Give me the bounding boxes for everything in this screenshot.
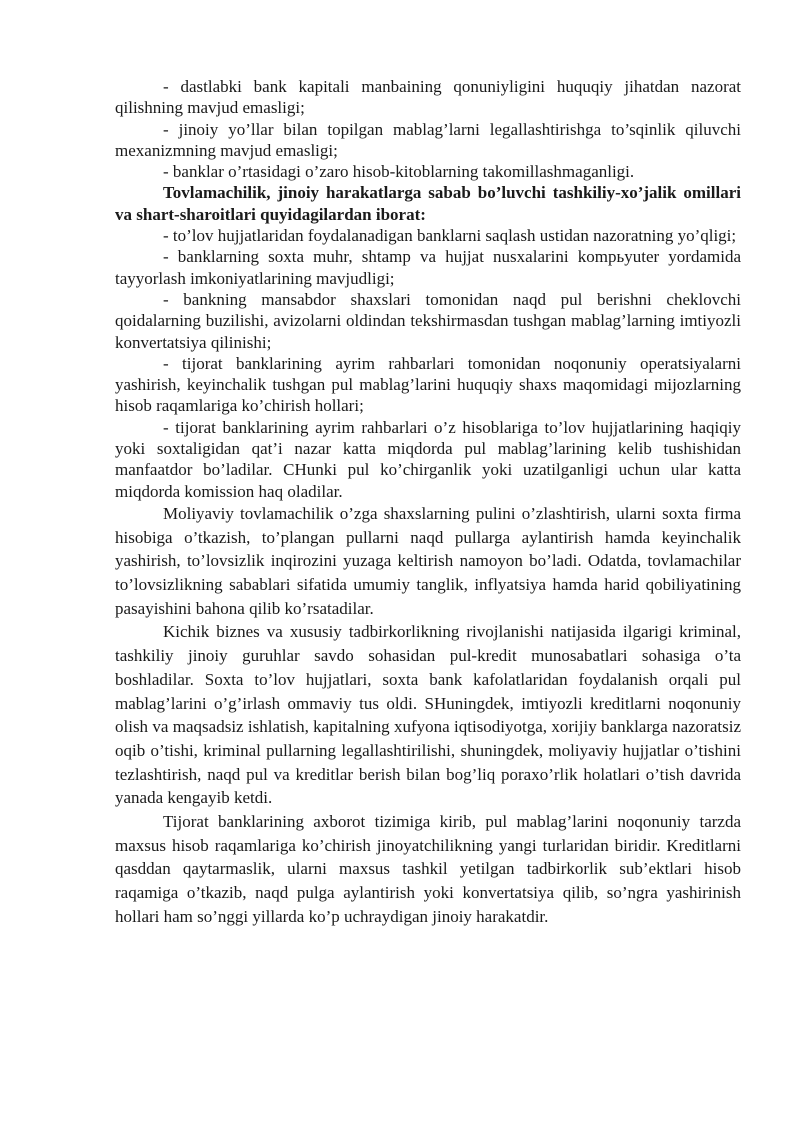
list-section — [115, 76, 741, 502]
body-paragraph: Kichik biznes va xususiy tadbirkorlikning rivojlanishi natijasida ilgarigi kriminal, tashkiliy jinoiy guruhlar savdo sohasidan pul-kredit munosabatlari sohasiga o’ta boshladilar. Soxta to’lov hujjatlari, soxta bank kafolatlaridan foydalanish orqali pul mablag’larini o’g’irlash ommaviy tus oldi. SHuningdek, imtiyozli kreditlarni noqonuniy olish va maqsadsiz ishlatish, kapitalning xufyona iqtisodiyotga, xorijiy banklarga nazoratsiz oqib o’tishi, kriminal pullarning legallashtirilishi, shuningdek, moliyaviy hujjatlar o’tishini tezlashtirish, naqd pul va kreditlar berish bilan bog’liq poraxo’rlik holatlari o’tish davrida yanada kengayib ketdi. — [115, 622, 741, 808]
body-paragraph: Tijorat banklarining axborot tizimiga kirib, pul mablag’larini noqonuniy tarzda maxsus hisob raqamlariga ko’chirish jinoyatchilikning yangi turlaridan biridir. Kreditlarni qasddan qaytarmaslik, ularni maxsus tashkil yetilgan tadbirkorlik sub’ektlari hisob raqamiga o’tkazib, naqd pulga aylantirish yoki konvertatsiya qilib, so’ngra yashirinish hollari ham so’nggi yillarda ko’p uchraydigan jinoiy harakatdir. — [115, 812, 741, 926]
document-page — [115, 76, 741, 929]
list-item: - dastlabki bank kapitali manbaining qonuniyligini huquqiy jihatdan nazorat qilishning mavjud emasligi; — [115, 77, 741, 118]
list-item: - banklar o’rtasidagi o’zaro hisob-kitoblarning takomillashmaganligi. — [163, 162, 635, 182]
list-item: - tijorat banklarining ayrim rahbarlari tomonidan noqonuniy operatsiyalarni yashirish, keyinchalik tushgan pul mablag’larini huquqiy shaxs maqomidagi mijozlarning hisob raqamlariga ko’chirish hollari; — [115, 353, 741, 416]
list-item: - jinoiy yo’llar bilan topilgan mablag’larni legallashtirishga to’sqinlik qiluvchi mexanizmning mavjud emasligi; — [115, 119, 741, 160]
section-heading: Tovlamachilik, jinoiy harakatlarga sabab bo’luvchi tashkiliy-xo’jalik omillari va shart-sharoitlari quyidagilardan iborat: — [115, 183, 741, 224]
list-item: - to’lov hujjatlaridan foydalanadigan banklarni saqlash ustidan nazoratning yo’qligi; — [163, 226, 737, 246]
list-item: - banklarning soxta muhr, shtamp va hujjat nusxalarini kompьyuter yordamida tayyorlash imkoniyatlarining mavjudligi; — [115, 247, 741, 288]
body-paragraph: Moliyaviy tovlamachilik o’zga shaxslarning pulini o’zlashtirish, ularni soxta firma hisobiga o’tkazish, to’plangan pullarni naqd pullarga aylantirish hamda keyinchalik yashirish, to’lovsizlik inqirozini yuzaga keltirish namoyon bo’ladi. Odatda, tovlamachilar to’lovsizlikning sabablari sifatida umumiy tanglik, inflyatsiya hamda harid qobiliyatining pasayishini bahona qilib ko’rsatadilar. — [115, 503, 741, 618]
body-section — [115, 502, 741, 929]
list-item: - tijorat banklarining ayrim rahbarlari o’z hisoblariga to’lov hujjatlarining haqiqiy yoki soxtaligidan qat’i nazar katta miqdorda pul mablag’larining kelib tushishidan manfaatdor bo’ladilar. CHunki pul ko’chirganlik yoki uzatilganligi uchun ular katta miqdorda komission haq oladilar. — [115, 417, 741, 501]
list-item: - bankning mansabdor shaxslari tomonidan naqd pul berishni cheklovchi qoidalarning buzilishi, avizolarni oldindan tekshirmasdan tushgan mablag’larning imtiyozli konvertatsiya qilinishi; — [115, 289, 741, 352]
